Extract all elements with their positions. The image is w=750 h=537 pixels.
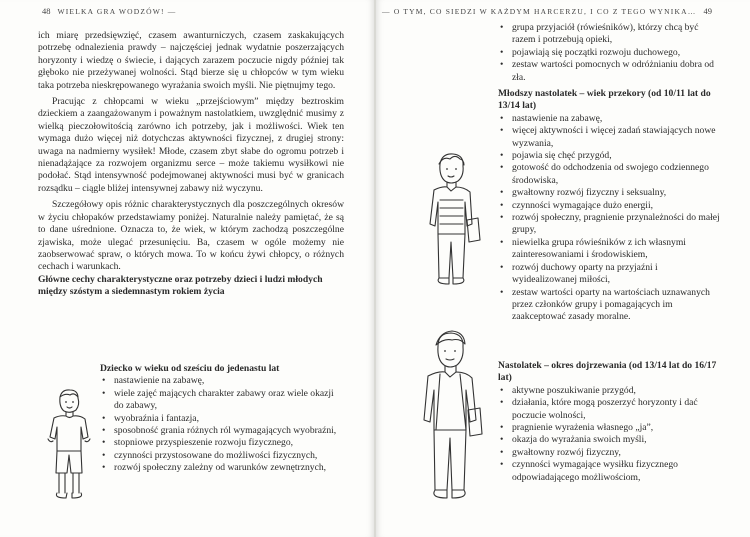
list-item: • nastawienie na zabawę, [498,113,720,125]
paragraph: Szczegółowy opis różnic charakterystycznych dla poszczególnych okresów w życiu chłopaków przedstawiamy poniżej. Naturalnie należy pamiętać, że są to dane uśrednione. Oznacza to, że wiek, w którym zachodzą poszczególne zjawiska, może ulegać przesunięciu. Ba, czasem w ogóle możemy nie zaobserwować spraw, o których mowa. To w końcu żywi chłopcy, o różnych cechach i warunkach. [38,199,344,273]
right-running-head-title: — O TYM, CO SIEDZI W KAŻDYM HARCERZU, I CO Z TEGO WYNIKA… [382,7,697,16]
group-title: Młodszy nastolatek – wiek przekory (od 10/11 lat do 13/14 lat) [498,88,711,112]
teen-group [498,360,720,484]
left-running-head-title: WIELKA GRA WODZÓW! — [57,7,177,16]
list-item: • zestaw wartości oparty na wartościach uznawanych przez członków grupy i pomagających im zaakceptować zasady moralne. [498,287,720,324]
list-item: • pojawia się chęć przygód, [498,150,720,162]
child-list [100,375,340,474]
list-item: • okazja do wyrażania swoich myśli, [498,434,720,446]
paragraph: ich miarę przedsięwzięć, czasem awanturniczych, czasem zaskakujących potrzebę odnalezienia prawdy – najczęściej jednak wydatnie poszerzających horyzonty i wiedzę o świecie, i dających zarazem poczucie nigdy później tak głęboko nie przeżywanej wolności. Stąd bierze się u chłopców w tym wieku taka potrzeba nieskrępowanego wyrażania swoich myśli. Nie piętnujmy tego. [38,30,344,91]
right-running-head [382,6,716,16]
list-item: • sposobność grania różnych ról wymagających wyobraźni, [100,425,340,437]
right-page [376,0,750,537]
continued-list-block [498,22,720,84]
continued-list [498,22,720,84]
list-item: • stopniowe przyspieszenie rozwoju fizycznego, [100,437,340,449]
list-item: • grupa przyjaciół (rówieśników), którzy chcą być razem i potrzebują opieki, [498,22,720,47]
list-item: • nastawienie na zabawę, [100,375,340,387]
boy-child-illustration [40,385,96,505]
boy-teen-illustration [414,330,486,530]
teen-list [498,385,720,484]
left-running-head [38,6,177,16]
list-item: • pojawiają się początki rozwoju duchowego, [498,47,720,59]
list-item: • czynności wymagające dużo energii, [498,200,720,212]
boy-preteen-illustration [420,150,484,300]
list-item: • pragnienie wyrażenia własnego „ja”, [498,422,720,434]
left-body-text [38,30,344,299]
preteen-group [498,88,720,324]
left-page [0,0,374,537]
left-page-number: 48 [42,6,51,16]
list-item: • czynności przystosowane do możliwości fizycznych, [100,450,340,462]
list-item: • gotowość do odchodzenia od swojego codziennego środowiska, [498,162,720,187]
list-item: • czynności wymagające wysiłku fizycznego odpowiadającego możliwościom, [498,459,720,484]
list-item: • aktywne poszukiwanie przygód, [498,385,720,397]
list-item: • gwałtowny rozwój fizyczny, [498,447,720,459]
paragraph: Pracując z chłopcami w wieku „przejściowym” między beztroskim dzieckiem a zaangażowanym i poważnym nastolatkiem, uwzględnić musimy z wielką pieczołowitością zarówno ich potrzeby, jak i możliwości. Wiek ten wymaga dużo więcej niż dotychczas aktywności fizycznej, z drugiej strony: uwaga na nadmierny wysiłek! Młode, czasem zbyt słabe do ogromu potrzeb i nienadążające za rozwojem organizmu serce – może takiemu wysiłkowi nie podołać. Stąd intensywność podejmowanej aktywności musi być w granicach rozsądku – ciągle bliżej intensywnej zabawy niż wyczynu. [38,96,344,194]
right-page-number: 49 [703,6,712,16]
child-group [100,363,340,475]
list-item: • rozwój społeczny zależny od warunków zewnętrznych, [100,462,340,474]
list-item: • rozwój społeczny, pragnienie przynależności do małej grupy, [498,212,720,237]
list-item: • zestaw wartości pomocnych w odróżnianiu dobra od zła. [498,59,720,84]
list-item: • wyobraźnia i fantazja, [100,413,340,425]
group-title: Dziecko w wieku od sześciu do jedenastu lat [100,363,280,374]
group-title: Nastolatek – okres dojrzewania (od 13/14 lat do 16/17 lat) [498,360,717,384]
preteen-list [498,113,720,324]
list-item: • działania, które mogą poszerzyć horyzonty i dać poczucie wolności, [498,397,720,422]
section-heading: Główne cechy charakterystyczne oraz potrzeby dzieci i ludzi młodych między szóstym a siedemnastym rokiem życia [38,273,323,298]
list-item: • wiele zajęć mających charakter zabawy oraz wiele okazji do zabawy, [100,388,340,413]
list-item: • więcej aktywności i więcej zadań stawiających nowe wyzwania, [498,125,720,150]
list-item: • niewielka grupa rówieśników z ich własnymi zainteresowaniami i środowiskiem, [498,237,720,262]
list-item: • rozwój duchowy oparty na przyjaźni i wyidealizowanej miłości, [498,262,720,287]
list-item: • gwałtowny rozwój fizyczny i seksualny, [498,187,720,199]
